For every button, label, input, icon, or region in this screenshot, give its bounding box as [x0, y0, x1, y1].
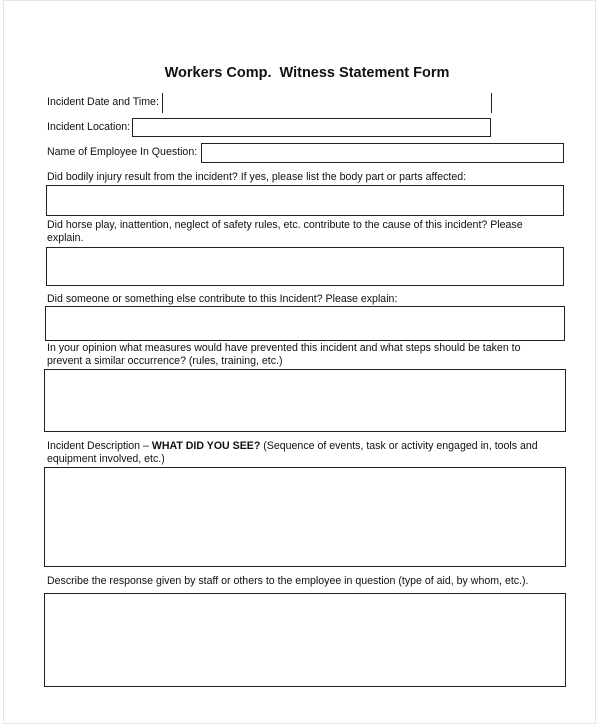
employee-name-field[interactable]: [201, 143, 564, 163]
prevention-label: In your opinion what measures would have prevented this incident and what steps should be taken to prevent a similar occurrence? (rules, training, etc.): [47, 342, 521, 367]
horse-play-field[interactable]: [46, 247, 564, 286]
description-label-bold: WHAT DID YOU SEE?: [151, 440, 261, 452]
bodily-injury-field[interactable]: [46, 185, 564, 216]
horse-play-label: Did horse play, inattention, neglect of safety rules, etc. contribute to the cause of this incident? Please explain.: [47, 219, 523, 244]
other-contributor-field[interactable]: [45, 306, 565, 341]
description-label-prefix: Incident Description –: [47, 440, 152, 452]
other-contributor-label: Did someone or something else contribute to this Incident? Please explain:: [47, 293, 398, 305]
form-title: Workers Comp. Witness Statement Form: [164, 65, 450, 81]
incident-location-field[interactable]: [132, 118, 491, 137]
incident-location-label: Incident Location:: [47, 121, 131, 133]
description-label: [47, 440, 552, 465]
incident-date-time-field[interactable]: [162, 93, 492, 113]
response-field[interactable]: [44, 593, 566, 687]
description-field[interactable]: [44, 467, 566, 567]
description-label-suffix: (Sequence of events, task or activity engaged in, tools and equipment involved, etc.): [47, 440, 538, 465]
bodily-injury-label: Did bodily injury result from the incident? If yes, please list the body part or parts affected:: [47, 171, 467, 183]
employee-name-label: Name of Employee In Question:: [47, 146, 198, 158]
prevention-field[interactable]: [44, 369, 566, 432]
response-label: Describe the response given by staff or others to the employee in question (type of aid, by whom, etc.).: [47, 575, 529, 587]
incident-date-time-label: Incident Date and Time:: [47, 96, 159, 108]
